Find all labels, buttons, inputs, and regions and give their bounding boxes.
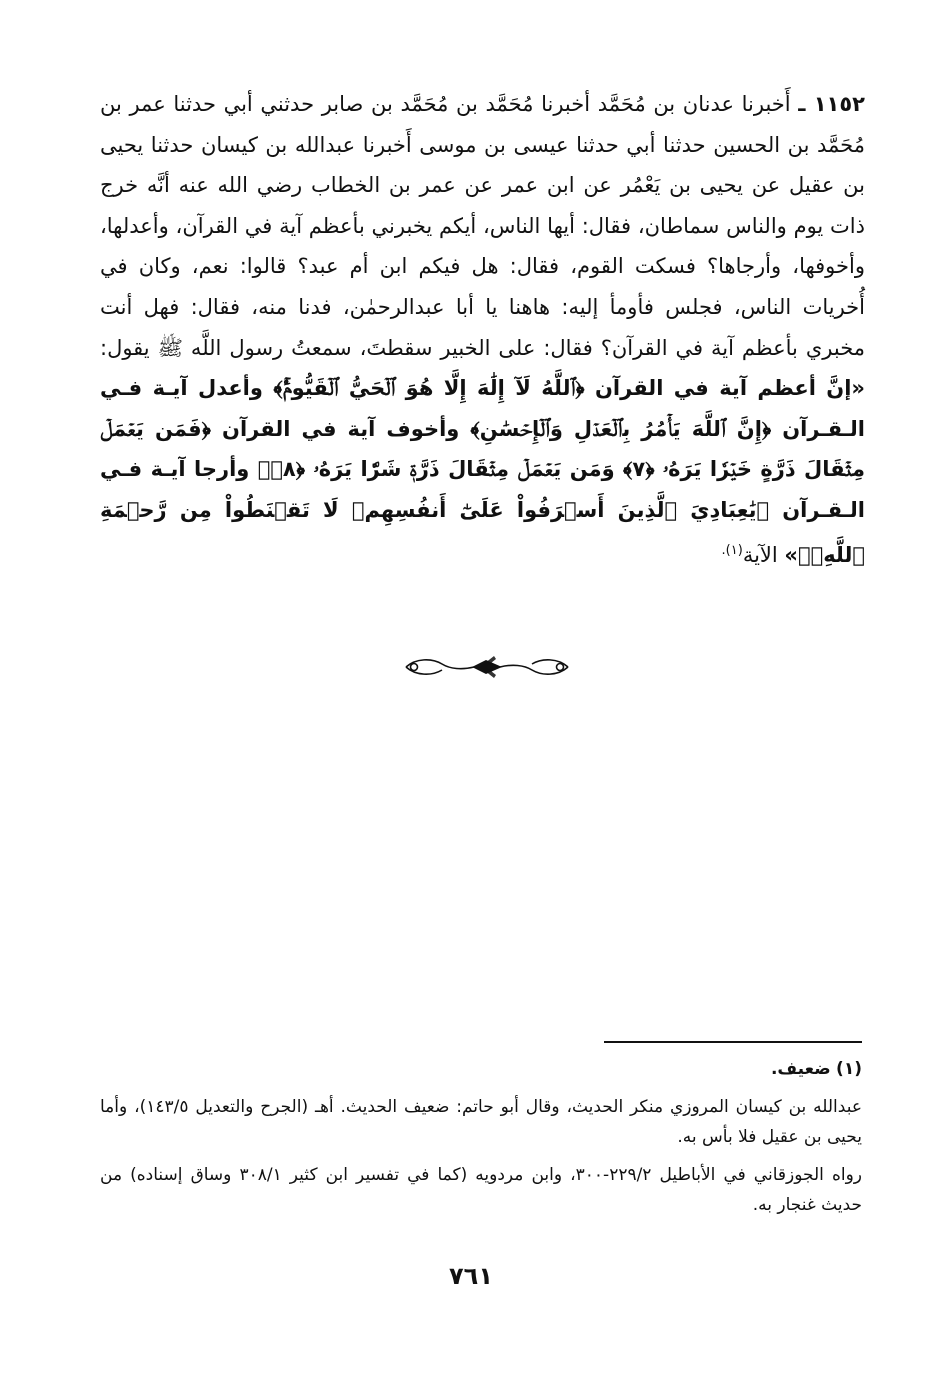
footnote-marker: (١) [836, 1059, 862, 1079]
hadith-number: ١١٥٢ ـ [798, 92, 865, 116]
footnote-paragraph-2: رواه الجوزقاني في الأباطيل ٢٢٩/٢-٣٠٠، وابن مردويه (كما في تفسير ابن كثير ٣٠٨/١ وساق إسناده) من حديث غنجار به. [100, 1165, 863, 1215]
hadith-quote: «إنَّ أعظم آية في القرآن ﴿ٱللَّهُ لَآ إِلَٰهَ إِلَّا هُوَ ٱلۡحَيُّ ٱلۡقَيُّومُۚ﴾ وأعدل آيـة فـي الـقـرآن ﴿إِنَّ ٱللَّهَ يَأۡمُرُ بِٱلۡعَدۡلِ وَٱلۡإِحۡسَٰنِ﴾ وأخوف آية في القرآن ﴿فَمَن يَعۡمَلۡ مِثۡقَالَ ذَرَّةٍ خَيۡرٗا يَرَهُۥ ﴿٧﴾ وَمَن يَعۡمَلۡ مِثۡقَالَ ذَرَّةٖ شَرّٗا يَرَهُۥ ﴿٨﴾﴾ وأرجا آيـة فـي الـقـرآن ﴿يَٰعِبَادِيَ ٱلَّذِينَ أَسۡرَفُواْ عَلَىٰٓ أَنفُسِهِمۡ لَا تَقۡنَطُواْ مِن رَّحۡمَةِ ٱللَّهِۚ﴾» [100, 376, 865, 567]
section-divider-ornament [402, 650, 572, 684]
hadith-tail: الآية [742, 542, 778, 567]
footnote-grade: ضعيف. [770, 1059, 831, 1079]
footnote-paragraph-1: عبدالله بن كيسان المروزي منكر الحديث، وقال أبو حاتم: ضعيف الحديث. أهـ (الجرح والتعديل ١٤٣/٥)، وأما يحيى بن عقيل فلا بأس به. [100, 1097, 862, 1147]
footnote-1-heading [100, 1054, 862, 1084]
hadith-text [100, 84, 865, 575]
page-number: ٧٦١ [449, 1262, 493, 1290]
footnote-reference: (١). [721, 542, 743, 558]
footnote-separator [604, 1041, 862, 1043]
footnotes [100, 1054, 862, 1228]
hadith-body: أَخبرنا عدنان بن مُحَمَّد أخبرنا مُحَمَّد بن مُحَمَّد بن صابر حدثني أبي حدثنا عمر بن مُحَمَّد بن الحسين حدثنا أبي حدثنا عيسى بن موسى أَخبرنا عبدالله بن كيسان حدثنا يحيى بن عقيل عن يحيى بن يَعْمُر عن ابن عمر عن عمر بن الخطاب رضي الله عنه أنَّه خرج ذات يوم والناس سماطان، فقال: أيها الناس، أيكم يخبرني بأعظم آية في القرآن، وأعدلها، وأخوفها، وأرجاها؟ فسكت القوم، فقال: هل فيكم ابن أم عبد؟ قالوا: نعم، وكان في أُخريات الناس، فجلس فأومأ إليه: هاهنا يا أبا عبدالرحمٰن، فدنا منه، فقال: فهل أنت مخبري بأعظم آية في القرآن؟ فقال: على الخبير سقطتَ، سمعتُ رسول اللَّه ﷺ يقول: [100, 92, 865, 360]
